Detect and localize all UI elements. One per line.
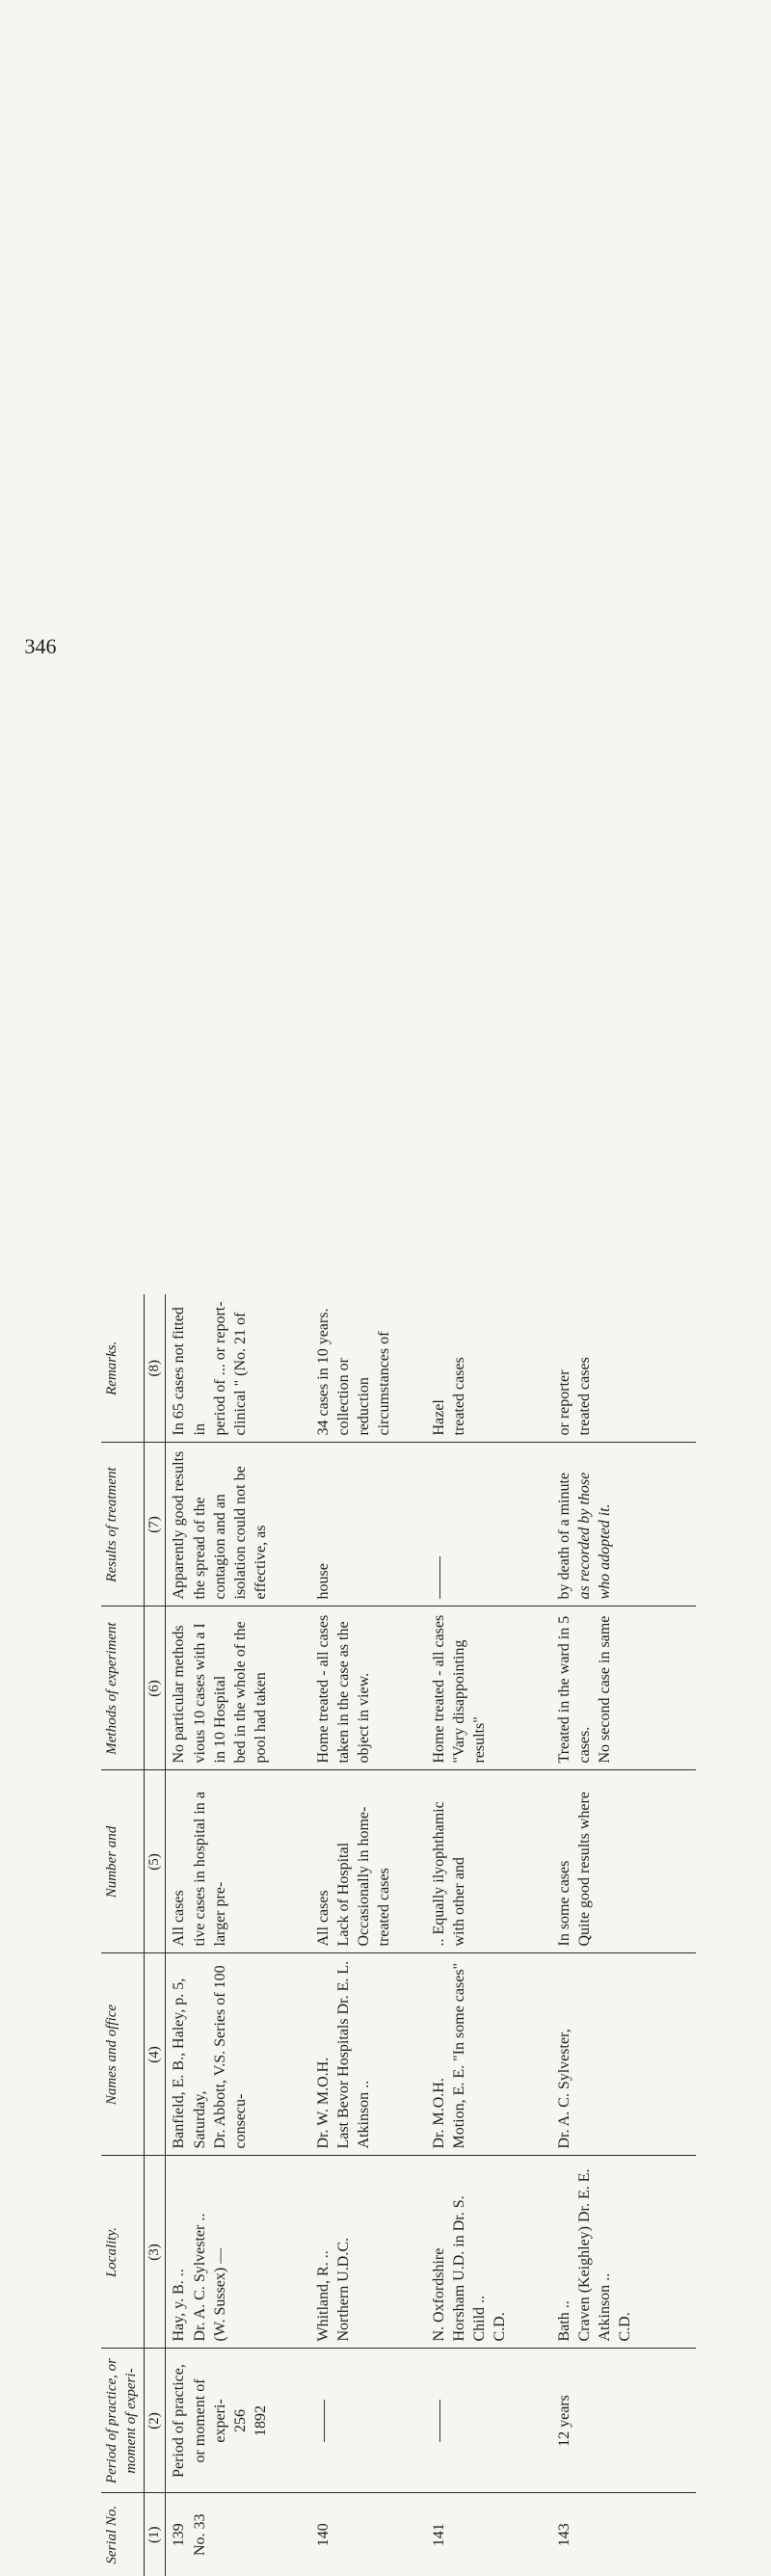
- cases-fragment: treated cases: [376, 1868, 393, 1947]
- reference-cell: [426, 1953, 551, 2156]
- serial-fragment: No. 33: [191, 2513, 208, 2557]
- results-cell: [426, 1443, 551, 1607]
- cases-cell: [166, 1770, 310, 1953]
- cases-text: All cases: [314, 1890, 332, 1947]
- reference-fragment: Motion, E. E. "In some cases": [451, 1962, 467, 2149]
- method-fragment: bed in the whole of the pool had taken: [231, 1621, 269, 1764]
- results-fragment: who adopted it.: [597, 1503, 614, 1600]
- reference-cell: [310, 1953, 426, 2156]
- remarks-fragment: treated cases: [451, 1357, 467, 1436]
- method-cell: [166, 1607, 310, 1770]
- reference-fragment: Last Bevor Hospitals Dr. E. L. Atkinson ..: [335, 1960, 373, 2149]
- cases-fragment: Lack of Hospital Occasionally in home-: [335, 1806, 373, 1947]
- authority-fragment: C.D.: [492, 2312, 509, 2342]
- method-text: Home treated - all cases: [314, 1614, 332, 1764]
- remarks-text: In 65 cases not fitted in: [171, 1307, 208, 1436]
- remarks-cell: [166, 1294, 310, 1443]
- remarks-fragment: clinical " (No. 21 of: [231, 1312, 249, 1436]
- method-cell: [426, 1607, 551, 1770]
- period-fragment: 1892: [252, 2405, 269, 2436]
- column-number: (7): [144, 1443, 166, 1607]
- cases-cell: [426, 1770, 551, 1953]
- cases-text: In some cases: [555, 1860, 572, 1947]
- column-header-row: [101, 1294, 144, 2576]
- remarks-fragment: Hazel: [430, 1399, 447, 1436]
- period-fragment: 256: [231, 2409, 249, 2432]
- method-fragment: "Vary disappointing results": [451, 1639, 489, 1764]
- cases-cell: [551, 1770, 696, 1953]
- empty-dash: [324, 2400, 325, 2442]
- table-row: [551, 1294, 696, 2576]
- cases-cell: [310, 1770, 426, 1953]
- results-fragment: the spread of the contagion and an: [191, 1494, 228, 1600]
- column-number: (4): [144, 1953, 166, 2156]
- results-fragment: isolation could not be effective, as: [231, 1466, 269, 1600]
- authority-fragment: Dr. A. C. Sylvester ..: [191, 2213, 208, 2342]
- rotated-table-area: [101, 1294, 766, 2576]
- authority-text: Hay, y. B. ..: [171, 2269, 188, 2342]
- remarks-fragment: collection or reduction: [335, 1358, 373, 1436]
- column-number: (2): [144, 2349, 166, 2493]
- results-fragment: house: [314, 1563, 332, 1600]
- column-number: (1): [144, 2493, 166, 2576]
- remarks-fragment: treated cases: [576, 1357, 593, 1436]
- cases-fragment: .. Equally ilyophthamic with other and: [430, 1801, 467, 1947]
- period-cell: [426, 2349, 551, 2493]
- results-text: Apparently good results: [171, 1450, 188, 1600]
- method-fragment: taken in the case as the object in view.: [335, 1621, 373, 1764]
- reference-fragment: Dr. Abbott, V.S. Series of 100 consecu-: [211, 1965, 249, 2149]
- authority-cell: [310, 2156, 426, 2349]
- authority-fragment: C.D.: [617, 2312, 634, 2342]
- column-number-row: [144, 1294, 166, 2576]
- column-number: (8): [144, 1294, 166, 1443]
- authority-fragment: Northern U.D.C.: [335, 2237, 352, 2342]
- serial-cell: [310, 2493, 426, 2576]
- column-number: (3): [144, 2156, 166, 2349]
- cases-fragment: tive cases in hospital in a larger pre-: [191, 1792, 228, 1947]
- table-row: [310, 1294, 426, 2576]
- column-header: Methods of experiment: [101, 1607, 144, 1770]
- remarks-text: 34 cases in 10 years.: [314, 1308, 332, 1436]
- serial-number: 143: [555, 2523, 572, 2547]
- results-fragment: by death of a minute: [555, 1472, 572, 1600]
- remarks-cell: [551, 1294, 696, 1443]
- method-text: Home treated - all cases: [430, 1614, 447, 1764]
- cases-text: All cases: [171, 1890, 188, 1947]
- column-header: Serial No.: [101, 2493, 144, 2576]
- serial-cell: [426, 2493, 551, 2576]
- reference-text: Dr. M.O.H.: [430, 2078, 447, 2149]
- reference-text: Dr. A. C. Sylvester,: [555, 2029, 572, 2149]
- remarks-cell: [310, 1294, 426, 1443]
- results-cell: [551, 1443, 696, 1607]
- period-fragment: Period of practice, or moment of experi-: [171, 2364, 228, 2478]
- period-text: 12 years: [555, 2395, 572, 2447]
- period-cell: [166, 2349, 310, 2493]
- remarks-cell: [426, 1294, 551, 1443]
- empty-dash: [439, 2400, 440, 2442]
- authority-cell: [426, 2156, 551, 2349]
- method-cell: [310, 1607, 426, 1770]
- column-number: (6): [144, 1607, 166, 1770]
- reference-text: Dr. W. M.O.H.: [314, 2057, 332, 2149]
- page-number: 346: [24, 634, 57, 658]
- column-header: Results of treatment: [101, 1443, 144, 1607]
- serial-number: 140: [314, 2523, 332, 2547]
- results-cell: [166, 1443, 310, 1607]
- serial-number: 139: [171, 2523, 188, 2547]
- column-number: (5): [144, 1770, 166, 1953]
- authority-cell: [166, 2156, 310, 2349]
- serial-cell: [166, 2493, 310, 2576]
- period-cell: [310, 2349, 426, 2493]
- serial-cell: [551, 2493, 696, 2576]
- period-cell: [551, 2349, 696, 2493]
- cases-fragment: Quite good results where: [576, 1792, 593, 1947]
- authority-text: Whitland, R. ..: [314, 2250, 332, 2342]
- column-header: Names and office: [101, 1953, 144, 2156]
- column-header: Remarks.: [101, 1294, 144, 1443]
- method-text: Treated in the ward in 5 cases.: [555, 1615, 593, 1764]
- reference-cell: [166, 1953, 310, 2156]
- authority-cell: [551, 2156, 696, 2349]
- results-cell: [310, 1443, 426, 1607]
- column-header: Locality.: [101, 2156, 144, 2349]
- method-cell: [551, 1607, 696, 1770]
- results-fragment: as recorded by those: [576, 1472, 593, 1600]
- remarks-fragment: circumstances of: [376, 1331, 393, 1436]
- table-row: [166, 1294, 310, 2576]
- table-row: [426, 1294, 551, 2576]
- remarks-fragment: or reporter: [555, 1369, 572, 1436]
- authority-fragment: Craven (Keighley) Dr. E. E. Atkinson ..: [576, 2168, 614, 2342]
- reference-text: Banfield, E. B., Haley, p. 5, Saturday,: [171, 1978, 208, 2149]
- method-fragment: No second case in same: [597, 1615, 614, 1764]
- reference-cell: [551, 1953, 696, 2156]
- authority-text: N. Oxfordshire: [430, 2247, 447, 2342]
- authority-fragment: Horsham U.D. in Dr. S. Child ..: [451, 2195, 489, 2342]
- serial-number: 141: [430, 2523, 447, 2547]
- ledger-table: [101, 1294, 696, 2576]
- empty-dash: [439, 1557, 440, 1600]
- authority-fragment: (W. Sussex) —: [211, 2247, 228, 2342]
- authority-text: Bath ..: [555, 2300, 572, 2342]
- column-header: Number and: [101, 1770, 144, 1953]
- method-text: No particular methods: [171, 1625, 188, 1764]
- remarks-fragment: period of ... or report-: [211, 1301, 228, 1436]
- column-header: Period of practice, or moment of experi-: [101, 2349, 144, 2493]
- method-fragment: vious 10 cases with a I in 10 Hospital: [191, 1623, 228, 1764]
